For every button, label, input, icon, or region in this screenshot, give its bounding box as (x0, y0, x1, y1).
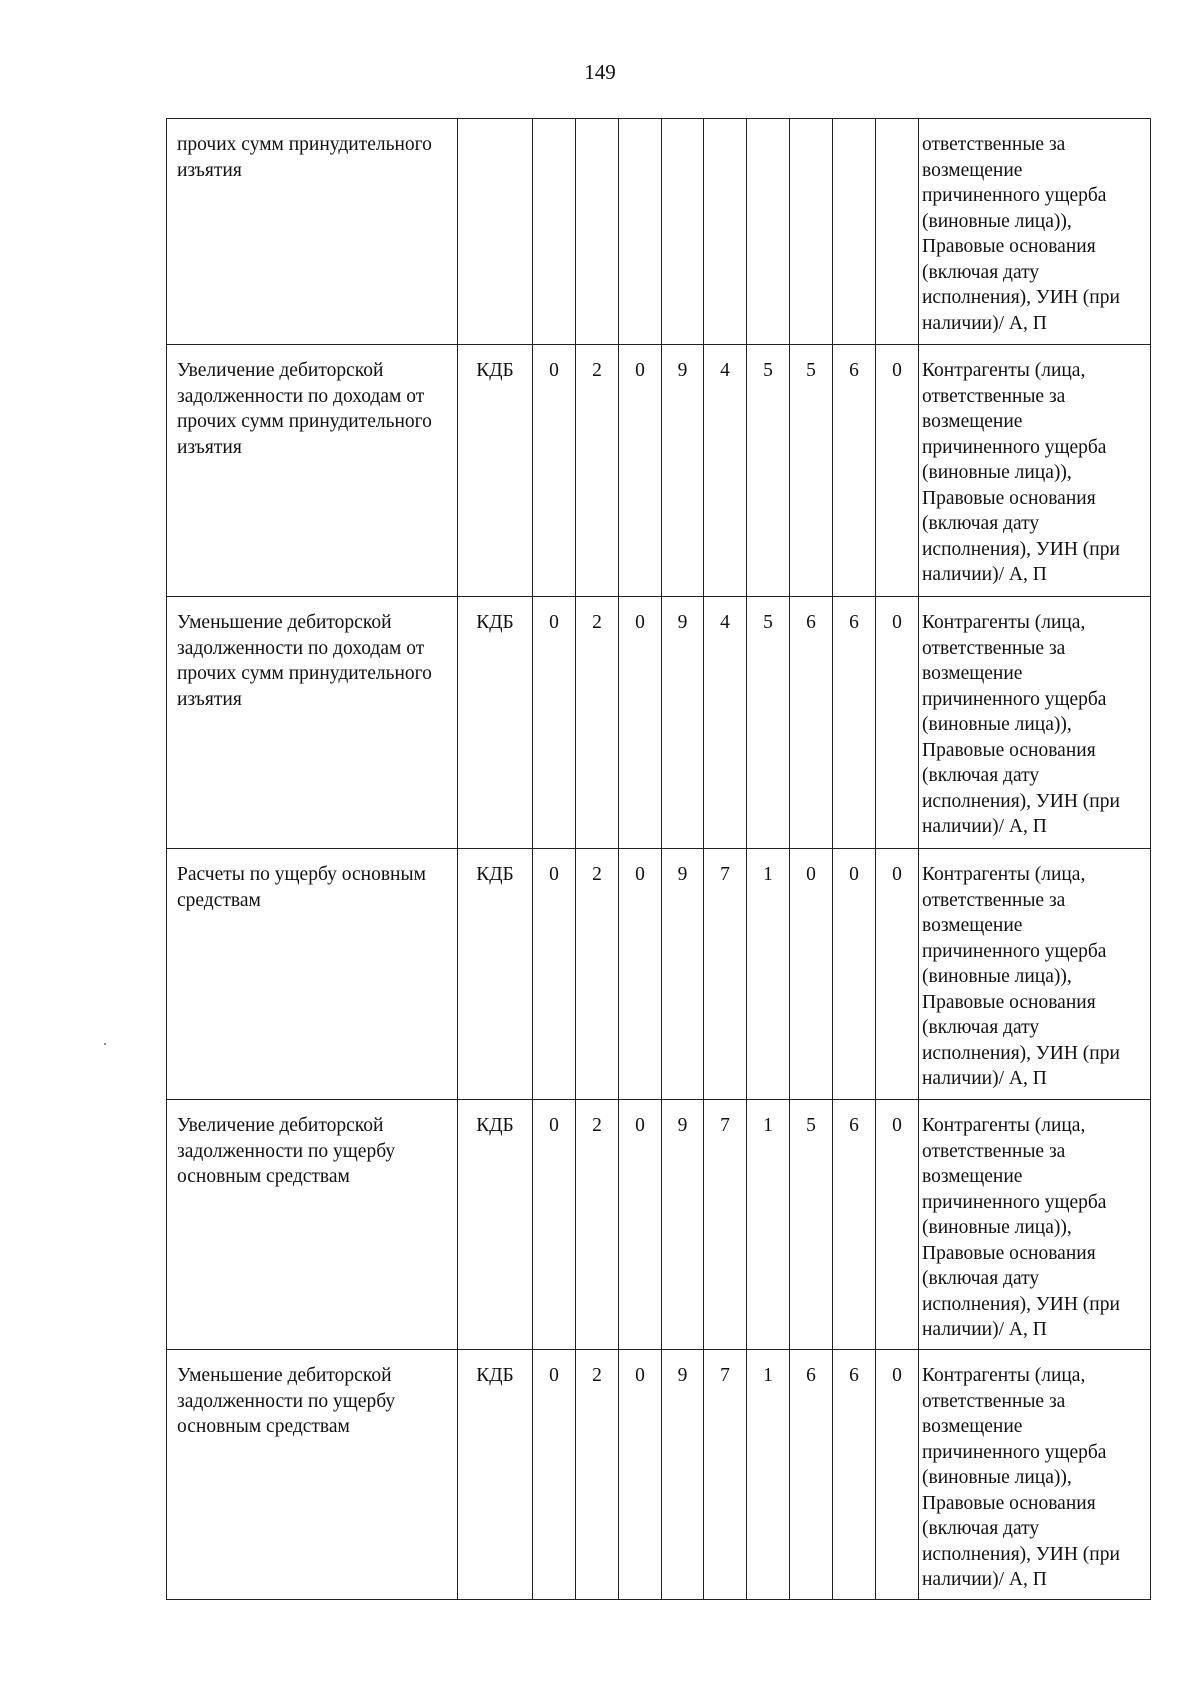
note-line: наличии)/ А, П (922, 564, 1047, 585)
account-name-cell: Расчеты по ущербу основным средствам (167, 849, 458, 1100)
digit-cell: 5 (747, 597, 790, 849)
digit-cell: 0 (619, 1350, 662, 1600)
note-line: исполнения), УИН (при (922, 287, 1120, 308)
digit-cell: 0 (619, 1100, 662, 1350)
digit-cell: 0 (876, 597, 919, 849)
note-line: причиненного ущерба (922, 436, 1107, 458)
digit-cell (619, 119, 662, 345)
note-line: Контрагенты (лица, (922, 1115, 1086, 1136)
digit-cell: 6 (790, 597, 833, 849)
digit-cell (662, 119, 704, 345)
digit-cell: 0 (533, 1350, 576, 1600)
digit-cell: 2 (576, 597, 619, 849)
digit-cell: 6 (833, 1350, 876, 1600)
table-row (167, 849, 1151, 1100)
digit-cell: 0 (619, 345, 662, 597)
code-type-cell: КДБ (458, 849, 533, 1100)
code-type-cell: КДБ (458, 1100, 533, 1350)
note-line: ответственные за (922, 1390, 1066, 1412)
note-line: Контрагенты (лица, (922, 1365, 1086, 1386)
digit-cell: 0 (876, 849, 919, 1100)
digit-cell: 1 (747, 1100, 790, 1350)
note-line: причиненного ущерба (922, 185, 1107, 206)
note-line: (включая дату (922, 1268, 1040, 1289)
note-line: (включая дату (922, 1518, 1040, 1539)
note-line: наличии)/ А, П (922, 816, 1047, 837)
digit-cell: 0 (619, 597, 662, 849)
account-name-cell: Увеличение дебиторской задолженности по доходам от прочих сумм принудительного изъятия (167, 345, 458, 597)
digit-cell: 2 (576, 849, 619, 1100)
digit-cell (533, 119, 576, 345)
note-line: возмещение (922, 159, 1023, 181)
digit-cell: 9 (662, 597, 704, 849)
digit-cell: 2 (576, 1100, 619, 1350)
digit-cell: 7 (704, 849, 747, 1100)
note-line: (виновные лица)), (922, 210, 1072, 232)
analytics-note-cell (919, 345, 1151, 597)
digit-cell: 4 (704, 345, 747, 597)
digit-cell: 9 (662, 1350, 704, 1600)
account-name-cell: Увеличение дебиторской задолженности по ущербу основным средствам (167, 1100, 458, 1350)
digit-cell (876, 119, 919, 345)
note-line: причиненного ущерба (922, 1191, 1107, 1213)
note-line: ответственные за (922, 637, 1066, 659)
note-line: исполнения), УИН (при (922, 1042, 1120, 1064)
note-line: Правовые основания (922, 991, 1096, 1013)
note-line: ответственные за (922, 134, 1066, 155)
note-line: наличии)/ А, П (922, 1319, 1047, 1340)
note-line: Контрагенты (лица, (922, 360, 1086, 381)
digit-cell: 4 (704, 597, 747, 849)
digit-cell: 0 (533, 345, 576, 597)
digit-cell: 0 (533, 1100, 576, 1350)
note-line: Контрагенты (лица, (922, 612, 1086, 633)
table-row (167, 119, 1151, 345)
digit-cell: 5 (790, 1100, 833, 1350)
accounts-table (166, 118, 1151, 1600)
analytics-note-cell (919, 1100, 1151, 1350)
note-line: причиненного ущерба (922, 688, 1107, 710)
table-row (167, 345, 1151, 597)
table-row (167, 597, 1151, 849)
digit-cell: 0 (619, 849, 662, 1100)
note-line: (включая дату (922, 765, 1040, 786)
account-name-cell: прочих сумм принудительного изъятия (167, 119, 458, 345)
digit-cell: 0 (876, 1100, 919, 1350)
note-line: наличии)/ А, П (922, 1569, 1047, 1590)
digit-cell (747, 119, 790, 345)
code-type-cell: КДБ (458, 597, 533, 849)
note-line: (виновные лица)), (922, 1467, 1072, 1488)
note-line: ответственные за (922, 1140, 1066, 1162)
note-line: исполнения), УИН (при (922, 790, 1120, 812)
note-line: возмещение (922, 663, 1023, 684)
note-line: (виновные лица)), (922, 966, 1072, 987)
note-line: исполнения), УИН (при (922, 538, 1120, 560)
table-row (167, 1350, 1151, 1600)
note-line: наличии)/ А, П (922, 1068, 1047, 1089)
digit-cell (576, 119, 619, 345)
digit-cell: 7 (704, 1350, 747, 1600)
digit-cell: 5 (790, 345, 833, 597)
table-row (167, 1100, 1151, 1350)
digit-cell: 9 (662, 1100, 704, 1350)
digit-cell: 0 (833, 849, 876, 1100)
digit-cell: 9 (662, 849, 704, 1100)
page-number: 149 (584, 60, 616, 84)
note-line: (включая дату (922, 261, 1040, 283)
digit-cell: 0 (876, 345, 919, 597)
note-line: Контрагенты (лица, (922, 864, 1086, 885)
note-line: возмещение (922, 411, 1023, 432)
note-line: Правовые основания (922, 1242, 1096, 1264)
note-line: (виновные лица)), (922, 462, 1072, 483)
code-type-cell: КДБ (458, 345, 533, 597)
digit-cell: 6 (790, 1350, 833, 1600)
digit-cell: 6 (833, 345, 876, 597)
digit-cell: 6 (833, 597, 876, 849)
digit-cell: 1 (747, 849, 790, 1100)
note-line: Правовые основания (922, 739, 1096, 761)
analytics-note-cell (919, 119, 1151, 345)
note-line: исполнения), УИН (при (922, 1543, 1120, 1565)
digit-cell: 0 (790, 849, 833, 1100)
analytics-note-cell (919, 849, 1151, 1100)
note-line: ответственные за (922, 385, 1066, 407)
note-line: ответственные за (922, 889, 1066, 911)
digit-cell (790, 119, 833, 345)
note-line: причиненного ущерба (922, 1441, 1107, 1463)
code-type-cell (458, 119, 533, 345)
note-line: возмещение (922, 1416, 1023, 1437)
code-type-cell: КДБ (458, 1350, 533, 1600)
digit-cell: 5 (747, 345, 790, 597)
digit-cell (704, 119, 747, 345)
digit-cell: 1 (747, 1350, 790, 1600)
note-line: возмещение (922, 1166, 1023, 1187)
note-line: исполнения), УИН (при (922, 1293, 1120, 1315)
digit-cell: 2 (576, 345, 619, 597)
analytics-note-cell (919, 1350, 1151, 1600)
account-name-cell: Уменьшение дебиторской задолженности по доходам от прочих сумм принудительного изъятия (167, 597, 458, 849)
note-line: (виновные лица)), (922, 714, 1072, 735)
note-line: возмещение (922, 915, 1023, 936)
note-line: причиненного ущерба (922, 940, 1107, 962)
note-line: Правовые основания (922, 487, 1096, 509)
note-line: Правовые основания (922, 236, 1096, 257)
analytics-note-cell (919, 597, 1151, 849)
digit-cell (833, 119, 876, 345)
account-name-cell: Уменьшение дебиторской задолженности по ущербу основным средствам (167, 1350, 458, 1600)
digit-cell: 0 (533, 849, 576, 1100)
note-line: наличии)/ А, П (922, 312, 1047, 334)
note-line: (включая дату (922, 513, 1040, 534)
digit-cell: 7 (704, 1100, 747, 1350)
note-line: Правовые основания (922, 1492, 1096, 1514)
scan-speck (104, 1043, 106, 1045)
digit-cell: 0 (533, 597, 576, 849)
digit-cell: 6 (833, 1100, 876, 1350)
digit-cell: 0 (876, 1350, 919, 1600)
digit-cell: 9 (662, 345, 704, 597)
digit-cell: 2 (576, 1350, 619, 1600)
note-line: (виновные лица)), (922, 1217, 1072, 1238)
note-line: (включая дату (922, 1017, 1040, 1038)
